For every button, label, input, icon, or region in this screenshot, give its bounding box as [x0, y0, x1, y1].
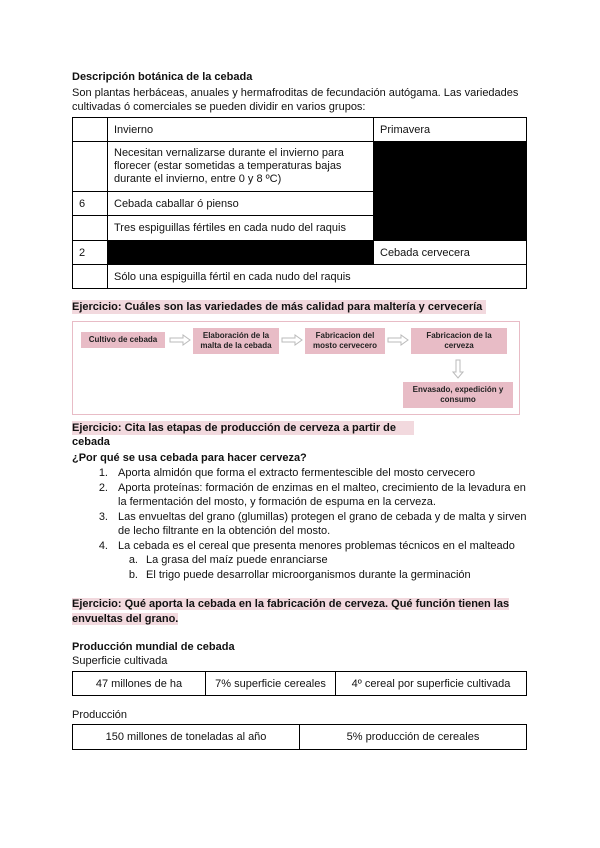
table-cell-tres-espiguillas: Tres espiguillas fértiles en cada nudo del raquis — [108, 216, 374, 241]
table-cell: 47 millones de ha — [73, 672, 206, 696]
list-number: 2. — [98, 481, 108, 494]
flow-step-cerveza: Fabricacion de la cerveza — [411, 328, 507, 354]
list-item-text: Aporta almidón que forma el extracto fermentescible del mosto cervecero — [118, 467, 476, 479]
table-cell — [73, 216, 108, 241]
list-item-text: La grasa del maíz puede enranciarse — [146, 554, 328, 566]
section-title-botanica: Descripción botánica de la cebada — [72, 71, 253, 83]
list-number: 4. — [98, 539, 108, 552]
table-cell: 5% producción de cereales — [300, 725, 527, 750]
varieties-table — [72, 117, 527, 289]
list-item — [72, 510, 528, 539]
table-cell-number: 6 — [73, 192, 108, 216]
table-cell — [73, 142, 108, 192]
list-item — [72, 539, 528, 554]
list-item-text: Aporta proteínas: formación de enzimas en el malteo, crecimiento de la levadura en la fermentación del mosto, y formación de espuma en la cerveza. — [118, 481, 526, 508]
exercise-1: Ejercicio: Cuáles son las variedades de más calidad para maltería y cervecería — [72, 300, 486, 314]
table-cell — [73, 265, 108, 289]
sub-list-item — [72, 553, 528, 568]
arrow-right-icon — [281, 334, 303, 346]
arrow-down-icon — [452, 359, 464, 379]
list-number: 1. — [98, 467, 108, 479]
production-flow-diagram — [72, 321, 520, 415]
sub-list-item — [72, 568, 528, 583]
table-header-primavera: Primavera — [374, 118, 527, 142]
redacted-cell — [374, 142, 527, 241]
table-cell: 150 millones de toneladas al año — [73, 725, 300, 750]
table-cell-vernalizacion: Necesitan vernalizarse durante el invierno para florecer (estar sometidas a temperaturas bajas durante el invierno, entre 0 y 8 ºC) — [108, 142, 374, 192]
table-cell-cervecera: Cebada cervecera — [374, 241, 527, 265]
flow-step-cultivo: Cultivo de cebada — [81, 332, 165, 348]
list-item-text: La cebada es el cereal que presenta menores problemas técnicos en el malteado — [118, 539, 515, 552]
surface-label: Superficie cultivada — [72, 655, 168, 667]
list-letter: b. — [128, 568, 138, 581]
redacted-cell — [108, 241, 374, 265]
table-cell-caballar: Cebada caballar ó pienso — [108, 192, 374, 216]
table-cell-number: 2 — [73, 241, 108, 265]
table-cell-una-espiguilla: Sólo una espiguilla fértil en cada nudo del raquis — [108, 265, 527, 289]
table-cell: 4º cereal por superficie cultivada — [336, 672, 527, 696]
arrow-right-icon — [387, 334, 409, 346]
production-table — [72, 724, 527, 750]
section-title-produccion: Producción mundial de cebada — [72, 641, 235, 653]
table-header-invierno: Invierno — [108, 118, 374, 142]
flow-step-mosto: Fabricacion del mosto cervecero — [305, 328, 385, 354]
table-cell: 7% superficie cereales — [206, 672, 336, 696]
arrow-right-icon — [169, 334, 191, 346]
section-title-por-que: ¿Por qué se usa cebada para hacer cerveza? — [72, 452, 307, 464]
table-cell — [73, 118, 108, 142]
list-letter: a. — [128, 554, 138, 566]
flow-step-malta: Elaboración de la malta de la cebada — [193, 328, 279, 354]
surface-table — [72, 671, 527, 696]
reasons-list — [72, 466, 528, 582]
list-item — [72, 466, 528, 481]
exercise-2: Ejercicio: Cita las etapas de producción de cerveza a partir de cebada — [72, 421, 414, 435]
production-label: Producción — [72, 709, 128, 721]
flow-step-envasado: Envasado, expedición y consumo — [403, 382, 513, 408]
list-item — [72, 481, 528, 510]
list-number: 3. — [98, 510, 108, 523]
list-item-text: El trigo puede desarrollar microorganismos durante la germinación — [146, 568, 471, 581]
exercise-3 — [72, 597, 528, 627]
section-intro: Son plantas herbáceas, anuales y hermafroditas de fecundación autógama. Las variedades cultivadas ó comerciales se pueden dividir en varios grupos: — [72, 87, 519, 113]
list-item-text: Las envueltas del grano (glumillas) protegen el grano de cebada y de malta y sirven de lecho filtrante en la obtención del mosto. — [118, 510, 527, 537]
exercise-3-text: Ejercicio: Qué aporta la cebada en la fabricación de cerveza. Qué función tienen las envueltas del grano. — [72, 598, 510, 625]
